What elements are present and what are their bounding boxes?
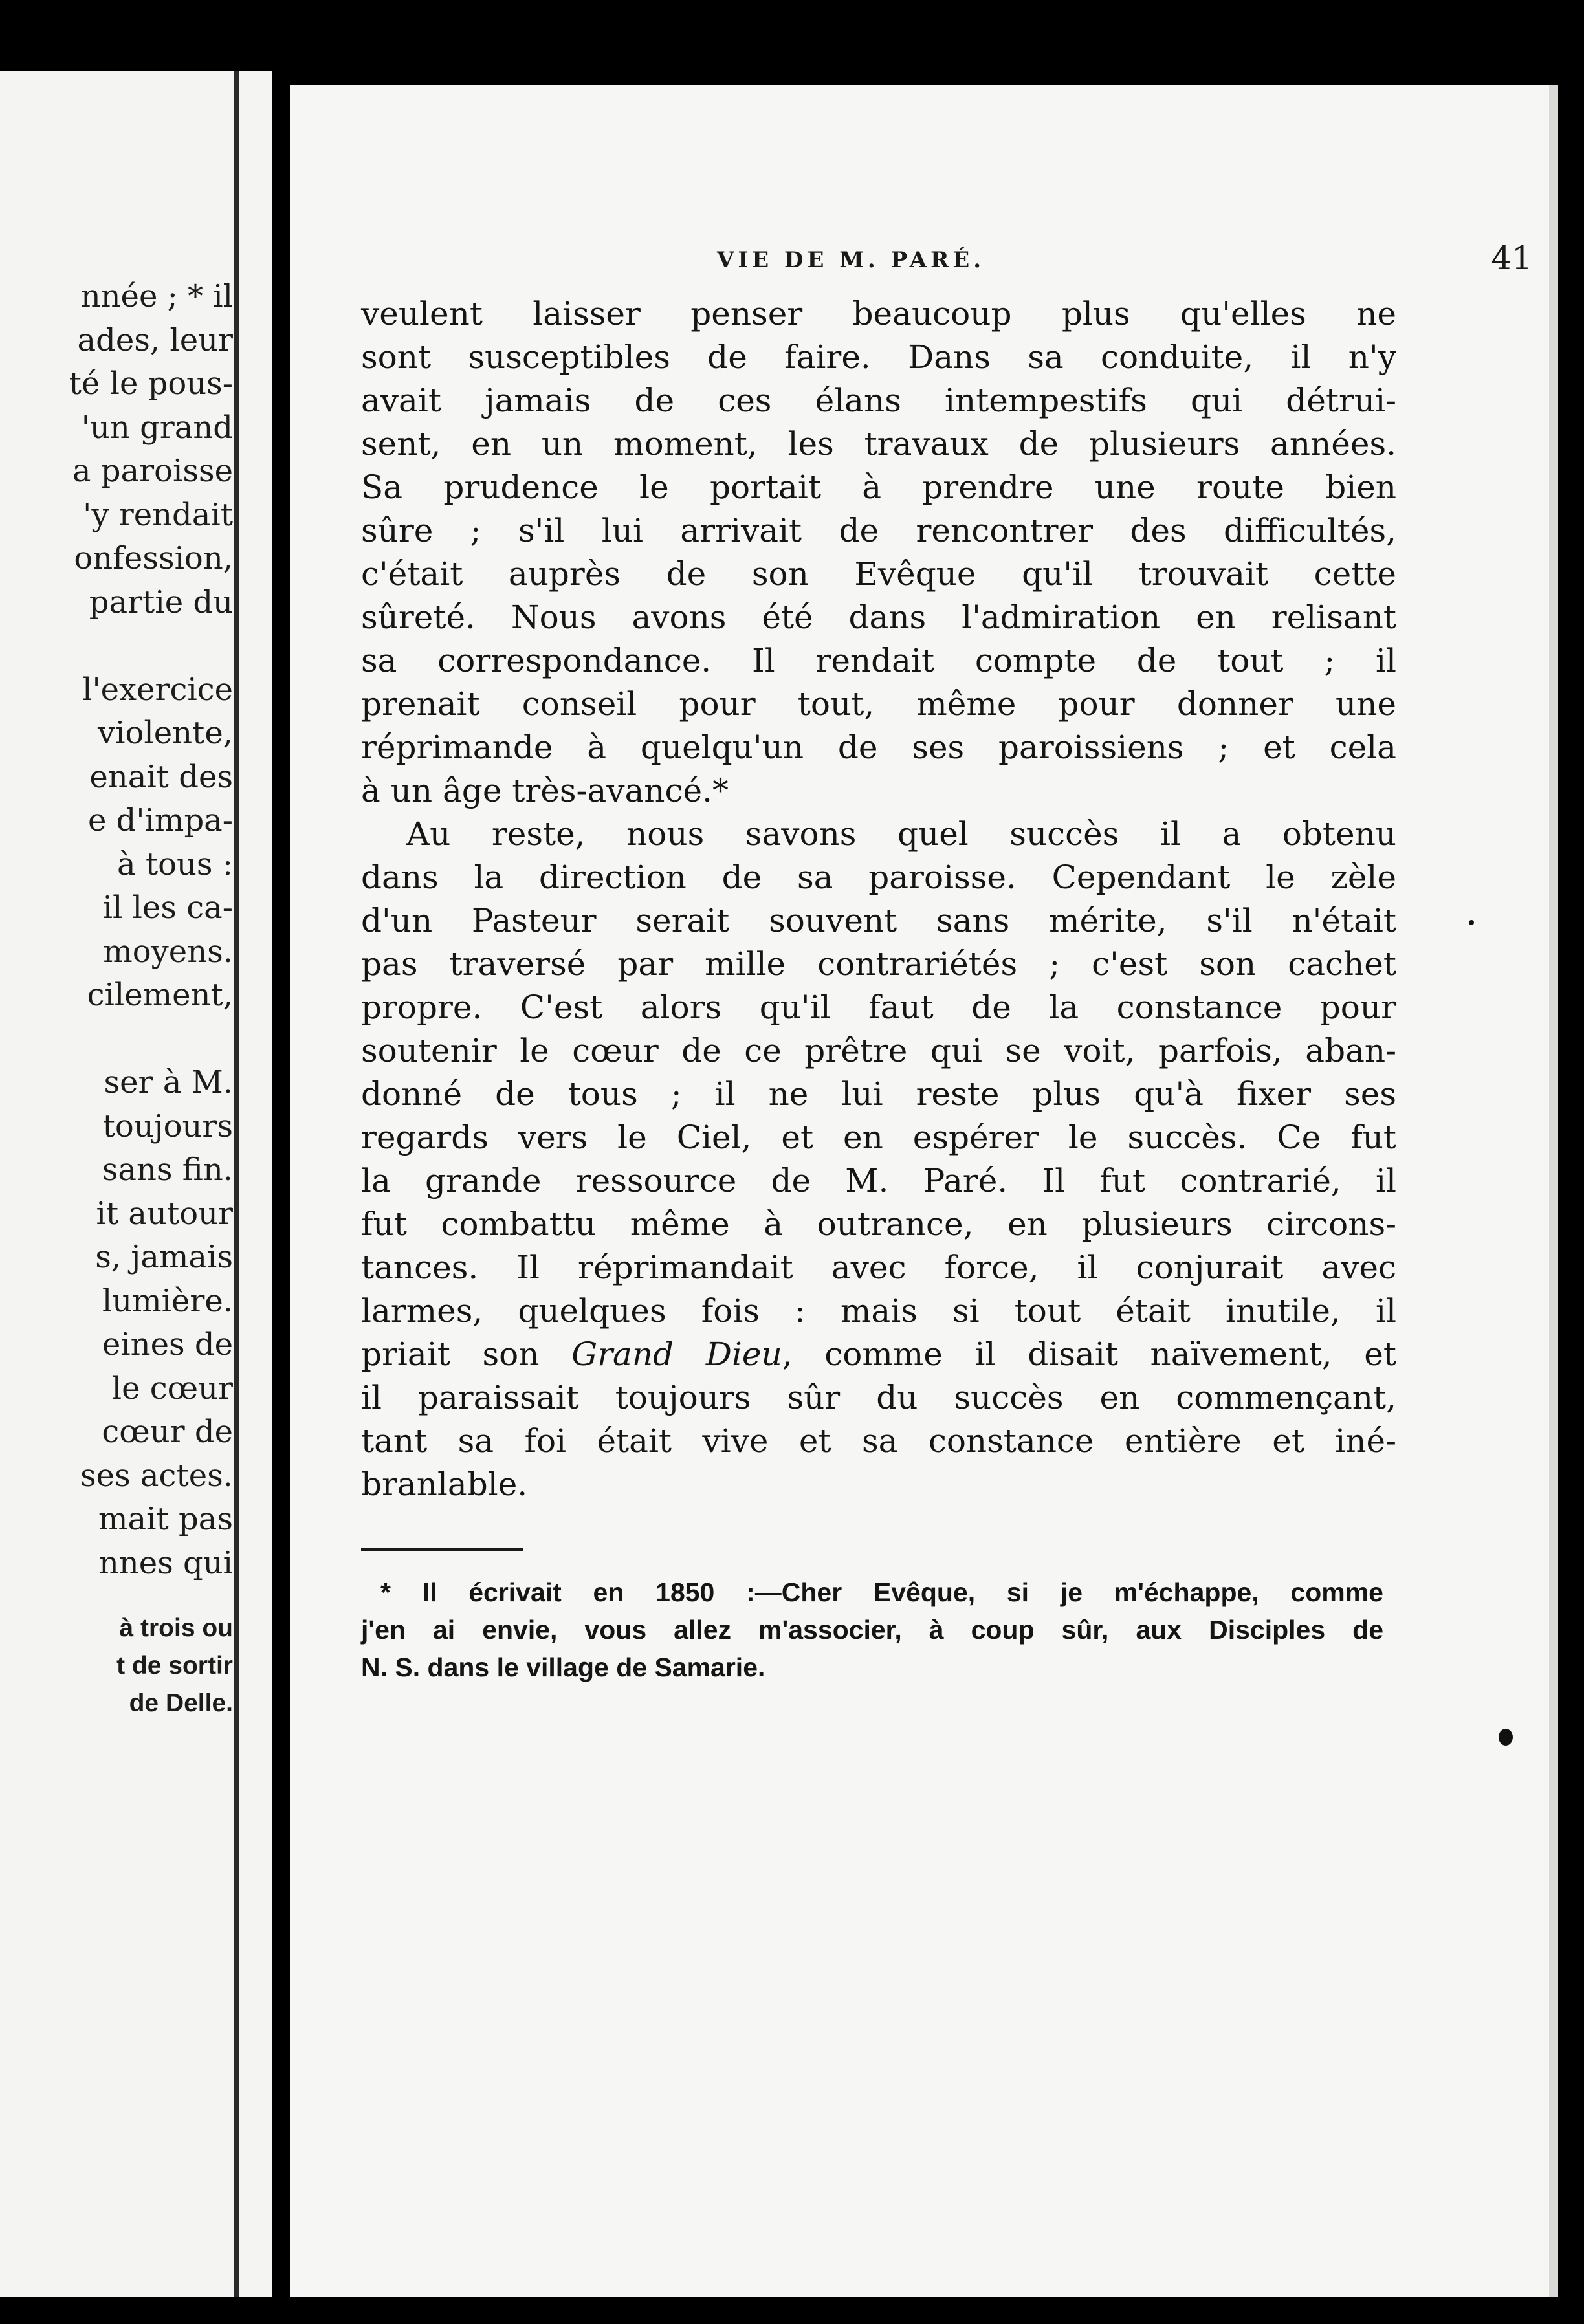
text-line: sûreté. Nous avons été dans l'admiration en relisant [361, 598, 1396, 636]
previous-page-line: moyens. [103, 933, 233, 970]
previous-page-line: cilement, [87, 977, 233, 1013]
previous-page-line: mait pas [98, 1501, 233, 1537]
italic-phrase: Grand Dieu [571, 1335, 782, 1373]
previous-page-line: nnes qui [98, 1544, 233, 1581]
previous-page-line: lumière. [102, 1282, 233, 1319]
text-line: d'un Pasteur serait souvent sans mérite, s'il n'était [361, 902, 1396, 939]
previous-page-note-line: t de sortir [116, 1652, 233, 1680]
page-gap [272, 0, 290, 2324]
previous-page-note-line: de Delle. [129, 1689, 233, 1717]
previous-page-line: violente, [98, 715, 233, 751]
text-line: la grande ressource de M. Paré. Il fut contrarié, il [361, 1162, 1396, 1200]
text-line: branlable. [361, 1465, 528, 1503]
previous-page-line: cœur de [102, 1414, 233, 1450]
previous-page-line: l'exercice [82, 671, 233, 708]
previous-page-line: onfession, [74, 540, 233, 576]
previous-page-line: it autour [96, 1195, 233, 1232]
text-line: sa correspondance. Il rendait compte de tout ; il [361, 642, 1396, 679]
text-line: tant sa foi était vive et sa constance entière et iné- [361, 1422, 1396, 1460]
text-line: sûre ; s'il lui arrivait de rencontrer des difficultés, [361, 512, 1396, 549]
text-line: réprimande à quelqu'un de ses paroissiens ; et cela [361, 729, 1396, 766]
previous-page-line: e d'impa- [87, 802, 233, 839]
ink-speck [1469, 920, 1474, 925]
previous-page-line: s, jamais [95, 1239, 233, 1275]
previous-page-line: nnée ; * il [80, 278, 233, 314]
text-line: à un âge très-avancé.* [361, 772, 729, 809]
text-line: soutenir le cœur de ce prêtre qui se voit, parfois, aban- [361, 1032, 1396, 1069]
text-line: dans la direction de sa paroisse. Cependant le zèle [361, 859, 1396, 896]
text-line-with-italic: priait son Grand Dieu, comme il disait naïvement, et [361, 1335, 1396, 1373]
previous-page-line: partie du [89, 584, 233, 620]
footnote [361, 1573, 1383, 1686]
page [290, 85, 1558, 2297]
previous-page-line: ses actes. [80, 1457, 233, 1494]
previous-page-line: enait des [89, 758, 233, 795]
previous-page-line: eines de [102, 1326, 233, 1363]
text-line: donné de tous ; il ne lui reste plus qu'à fixer ses [361, 1075, 1396, 1113]
text-line: larmes, quelques fois : mais si tout était inutile, il [361, 1292, 1396, 1330]
previous-page-line: le cœur [111, 1370, 233, 1407]
previous-page-line: té le pous- [69, 366, 233, 402]
previous-page-line: ades, leur [77, 322, 233, 358]
text-line: il paraissait toujours sûr du succès en commençant, [361, 1379, 1396, 1416]
text-line: prenait conseil pour tout, même pour donner une [361, 685, 1396, 723]
text-line: veulent laisser penser beaucoup plus qu'elles ne [361, 295, 1396, 333]
footnote-line: j'en ai envie, vous allez m'associer, à coup sûr, aux Disciples de [361, 1615, 1383, 1645]
previous-page-line: sans fin. [102, 1152, 233, 1188]
text-line: tances. Il réprimandait avec force, il conjurait avec [361, 1249, 1396, 1286]
previous-page-line: 'un grand [81, 409, 233, 446]
body-text [361, 292, 1396, 1506]
text-line: Sa prudence le portait à prendre une route bien [361, 468, 1396, 506]
text-line: fut combattu même à outrance, en plusieurs circons- [361, 1205, 1396, 1243]
text-line: c'était auprès de son Evêque qu'il trouvait cette [361, 555, 1396, 593]
text-line: propre. C'est alors qu'il faut de la constance pour [361, 989, 1396, 1026]
footnote-line: N. S. dans le village de Samarie. [361, 1652, 765, 1682]
previous-page-line: toujours [102, 1108, 233, 1145]
footnote-rule [361, 1548, 523, 1551]
page-header [717, 239, 1532, 291]
text-line: avait jamais de ces élans intempestifs qui détrui- [361, 382, 1396, 419]
ink-speck [1499, 1729, 1513, 1746]
previous-page-fragment [0, 71, 272, 2297]
previous-page-note-line: à trois ou [119, 1614, 233, 1642]
previous-page-line: ser à M. [104, 1064, 233, 1101]
previous-page-line: à tous : [116, 846, 233, 882]
text-line: pas traversé par mille contrariétés ; c'est son cachet [361, 945, 1396, 983]
text-line: Au reste, nous savons quel succès il a obtenu [406, 815, 1396, 853]
gutter-shadow [234, 71, 239, 2297]
running-head: VIE DE M. PARÉ. [717, 247, 985, 273]
previous-page-line: 'y rendait [83, 496, 233, 533]
previous-page-line: il les ca- [102, 890, 233, 926]
page-number: 41 [1491, 239, 1532, 277]
text-line: sont susceptibles de faire. Dans sa conduite, il n'y [361, 338, 1396, 376]
previous-page-line: a paroisse [72, 453, 233, 489]
footnote-line: * Il écrivait en 1850 :—Cher Evêque, si je m'échappe, comme [380, 1577, 1383, 1607]
text-line: sent, en un moment, les travaux de plusieurs années. [361, 425, 1396, 463]
text-line: regards vers le Ciel, et en espérer le succès. Ce fut [361, 1119, 1396, 1156]
page-edge [1549, 85, 1558, 2297]
